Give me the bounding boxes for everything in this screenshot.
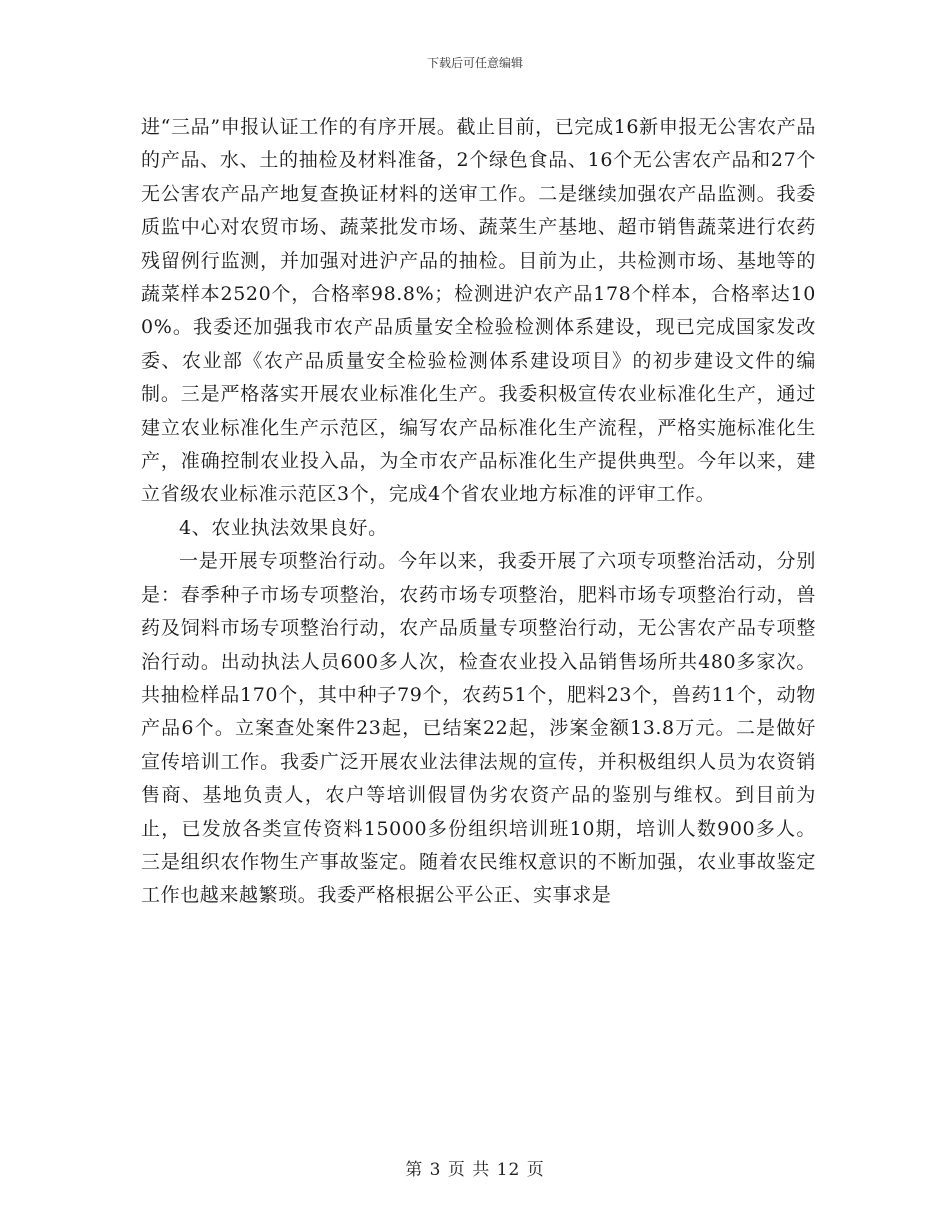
- document-body: [141, 111, 816, 913]
- paragraph-continued: 进“三品”申报认证工作的有序开展。截止目前，已完成16新申报无公害农产品的产品、水、土的抽检及材料准备，2个绿色食品、16个无公害农产品和27个无公害农产品产地复查换证材料的送审工作。二是继续加强农产品监测。我委质监中心对农贸市场、蔬菜批发市场、蔬菜生产基地、超市销售蔬菜进行农药残留例行监测，并加强对进沪产品的抽检。目前为止，共检测市场、基地等的蔬菜样本2520个，合格率98.8%；检测进沪农产品178个样本，合格率达100%。我委还加强我市农产品质量安全检验检测体系建设，现已完成国家发改委、农业部《农产品质量安全检验检测体系建设项目》的初步建设文件的编制。三是严格落实开展农业标准化生产。我委积极宣传农业标准化生产，通过建立农业标准化生产示范区，编写农产品标准化生产流程，严格实施标准化生产，准确控制农业投入品，为全市农产品标准化生产提供典型。今年以来，建立省级农业标准示范区3个，完成4个省农业地方标准的评审工作。: [141, 116, 816, 506]
- paragraph-enforcement: 一是开展专项整治行动。今年以来，我委开展了六项专项整治活动，分别是：春季种子市场专项整治，农药市场专项整治，肥料市场专项整治行动，兽药及饲料市场专项整治行动，农产品质量专项整治行动，无公害农产品专项整治行动。出动执法人员600多人次，检查农业投入品销售场所共480多家次。共抽检样品170个，其中种子79个，农药51个，肥料23个，兽药11个，动物产品6个。立案查处案件23起，已结案22起，涉案金额13.8万元。二是做好宣传培训工作。我委广泛开展农业法律法规的宣传，并积极组织人员为农资销售商、基地负责人，农户等培训假冒伪劣农资产品的鉴别与维权。到目前为止，已发放各类宣传资料15000多份组织培训班10期，培训人数900多人。三是组织农作物生产事故鉴定。随着农民维权意识的不断加强，农业事故鉴定工作也越来越繁琐。我委严格根据公平公正、实事求是: [141, 550, 816, 907]
- section-heading: 4、农业执法效果良好。: [179, 516, 388, 539]
- page-number: 第 3 页 共 12 页: [405, 1160, 545, 1180]
- page-header: 下载后可任意编辑: [426, 56, 523, 70]
